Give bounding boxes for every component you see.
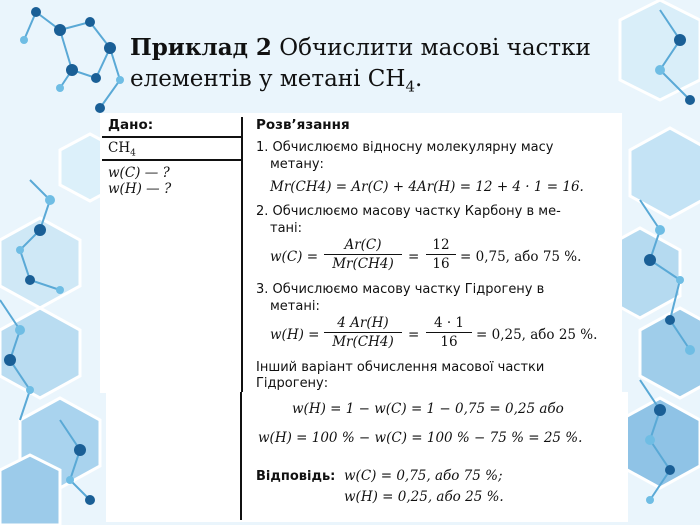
step3-eq: =: [408, 327, 420, 343]
given-unknown-h: w(H) — ?: [108, 181, 172, 197]
alt-text: Інший варіант обчислення масової частки: [256, 360, 545, 375]
step2-eq: =: [408, 249, 420, 265]
answer-h: w(H) = 0,25, або 25 %.: [344, 489, 504, 505]
answer-c: w(C) = 0,75, або 75 %;: [344, 468, 503, 484]
divider-given-header: [102, 136, 242, 138]
given-substance: $CH_4$: [108, 140, 136, 159]
alt-formula-2: w(H) = 100 % − w(C) = 100 % − 75 % = 25 %.: [258, 430, 583, 446]
title-bold: Приклад 2: [130, 34, 272, 61]
step1-text-2: метану:: [270, 157, 324, 172]
given-unknown-c: w(C) — ?: [108, 165, 170, 181]
step3-result: = 0,25, або 25 %.: [476, 327, 598, 343]
answer-label: Відповідь:: [256, 469, 336, 484]
step3-lhs: w(H) =: [270, 327, 320, 343]
title-text: Обчислити масові частки елементів у метані СН: [130, 35, 591, 92]
title-end: .: [415, 66, 423, 92]
alt-formula-1: w(H) = 1 − w(C) = 1 − 0,75 = 0,25 або: [292, 401, 564, 417]
step3-text-2: метані:: [270, 299, 320, 314]
solution-scan-top: [100, 113, 622, 393]
step3-fraction-1: $\frac{4 Ar(H)}{Mr(CH4)}$: [324, 315, 402, 350]
step1-text: 1. Обчислюємо відносну молекулярну масу: [256, 140, 554, 155]
step2-fraction-2: $\frac{12}{16}$: [426, 237, 456, 272]
given-header: Дано:: [108, 117, 154, 133]
step2-result: = 0,75, або 75 %.: [460, 249, 582, 265]
alt-text-2: Гідрогену:: [256, 376, 329, 391]
title-subscript: 4: [405, 77, 415, 96]
divider-vertical-2: [240, 392, 242, 520]
slide-title: [130, 32, 650, 103]
step3-text: 3. Обчислюємо масову частку Гідрогену в: [256, 282, 545, 297]
step1-formula: Mr(CH4) = Ar(C) + 4Ar(H) = 12 + 4 · 1 = 16.: [270, 179, 584, 195]
step2-text: 2. Обчислюємо масову частку Карбону в ме-: [256, 204, 561, 219]
solution-header: Розв’язання: [256, 117, 350, 133]
step2-text-2: тані:: [270, 221, 303, 236]
step2-fraction-1: $\frac{Ar(C)}{Mr(CH4)}$: [324, 237, 402, 272]
step2-lhs: w(C) =: [270, 249, 319, 265]
step3-fraction-2: $\frac{4 \cdot 1}{16}$: [426, 315, 472, 350]
solution-scan-bottom: [106, 392, 628, 522]
